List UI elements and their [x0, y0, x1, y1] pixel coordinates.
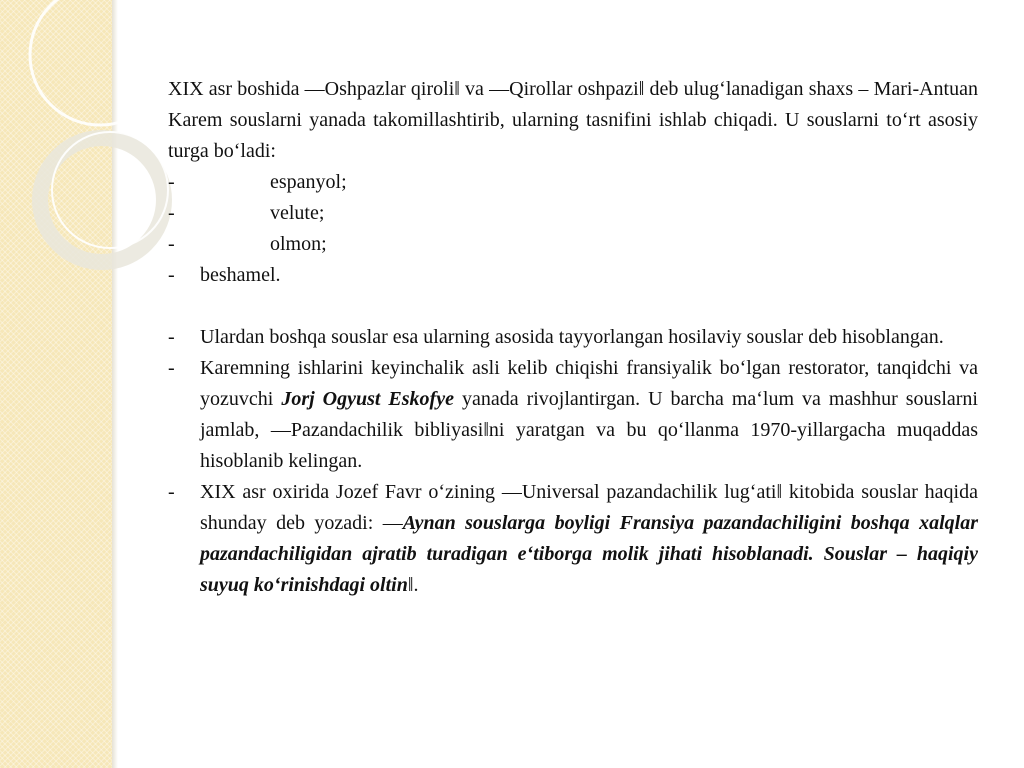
- sauce-item: [168, 167, 978, 198]
- intro-paragraph: XIX asr boshida ―Oshpazlar qiroli‖ va ―Qirollar oshpazi‖ deb ulug‘lanadigan shaxs – Mari-Antuan Karem souslarni yanada takomillashtirib, ularning tasnifini ishlab chiqadi. U souslarni to‘rt asosiy turga bo‘ladi:: [168, 78, 978, 162]
- sauce-name: beshamel.: [200, 264, 281, 286]
- dash-marker: -: [168, 264, 175, 286]
- bullet-text: [200, 353, 978, 477]
- slide-body: [168, 74, 978, 601]
- decorative-circle-large: [30, 0, 170, 125]
- quote-text: Aynan souslarga boyligi Fransiya pazandachiligini boshqa xalqlar pazandachiligidan ajratib turadigan e‘tiborga molik jihati hisoblanadi. Souslar – haqiqiy suyuq ko‘rinishdagi oltin: [200, 512, 979, 596]
- sauce-name: olmon;: [270, 233, 327, 255]
- sauce-name: velute;: [270, 202, 325, 224]
- author-name: Jorj Ogyust Eskofye: [281, 388, 454, 410]
- sauce-item: [168, 260, 978, 291]
- quote-close: ‖.: [407, 574, 419, 596]
- bullet-text: Ulardan boshqa souslar esa ularning asosida tayyorlangan hosilaviy souslar deb hisoblangan.: [200, 326, 944, 348]
- bullet-item: [168, 477, 978, 601]
- bullet-text-part: yanada rivojlantirgan. U barcha ma‘lum va mashhur souslarni jamlab, ―Pazandachilik bibliyasi‖ni yaratgan va bu qo‘llanma 1970-yillargacha muqaddas hisoblanib kelingan.: [200, 388, 978, 472]
- dash-marker: -: [168, 233, 175, 255]
- sauce-item: [168, 198, 978, 229]
- bullet-text-part: XIX asr oxirida Jozef Favr o‘zining ―Universal pazandachilik lug‘ati‖ kitobida souslar haqida shunday deb yozadi: ―: [200, 481, 978, 534]
- bullet-item: [168, 322, 978, 353]
- sauce-name: espanyol;: [270, 171, 347, 193]
- decorative-circle-small: [52, 132, 168, 248]
- bullet-item: [168, 353, 978, 477]
- spacer: [168, 291, 978, 322]
- bullet-text: [200, 477, 978, 601]
- dash-marker: -: [168, 202, 175, 224]
- dash-marker: -: [168, 357, 175, 379]
- decorative-circles: [0, 0, 180, 320]
- bullet-text-part: Karemning ishlarini keyinchalik asli kelib chiqishi fransiyalik bo‘lgan restorator, tanqidchi va yozuvchi: [200, 357, 978, 410]
- sauce-item: [168, 229, 978, 260]
- dash-marker: -: [168, 326, 175, 348]
- dash-marker: -: [168, 171, 175, 193]
- decorative-ring-thick: [40, 138, 164, 262]
- dash-marker: -: [168, 481, 175, 503]
